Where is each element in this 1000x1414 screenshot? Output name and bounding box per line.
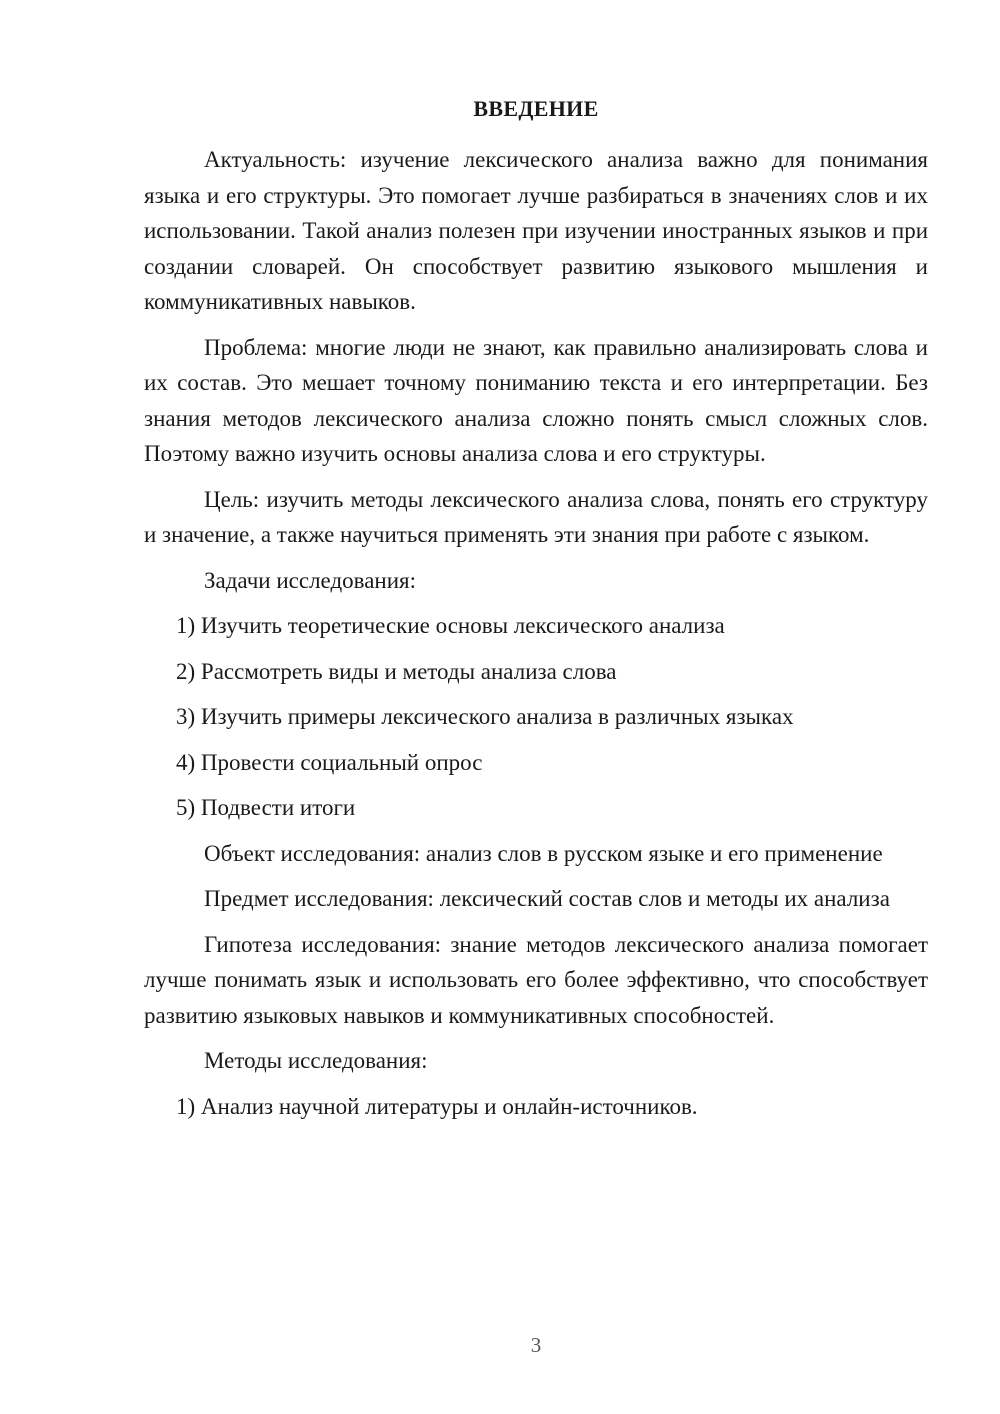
- document-page: [144, 0, 928, 1414]
- list-item: 5) Подвести итоги: [176, 795, 356, 820]
- paragraph-problem: Проблема: многие люди не знают, как правильно анализировать слова и их состав. Это мешает точному пониманию текста и его интерпретации. Без знания методов лексического анализа сложно понять смысл сложных слов. Поэтому важно изучить основы анализа слова и его структуры.: [144, 334, 928, 466]
- list-item: 3) Изучить примеры лексического анализа в различных языках: [176, 704, 794, 729]
- methods-title: Методы исследования:: [204, 1048, 428, 1073]
- list-item: 2) Рассмотреть виды и методы анализа слова: [176, 658, 617, 684]
- page-heading: ВВЕДЕНИЕ: [473, 96, 599, 121]
- page-number: 3: [530, 1333, 542, 1357]
- paragraph-hypothesis: Гипотеза исследования: знание методов лексического анализа помогает лучше понимать язык и использовать его более эффективно, что способствует развитию языковых навыков и коммуникативных способностей.: [144, 931, 928, 1028]
- tasks-list: [144, 608, 928, 826]
- paragraph-goal: Цель: изучить методы лексического анализа слова, понять его структуру и значение, а также научиться применять эти знания при работе с языком.: [144, 486, 928, 547]
- list-item: 1) Анализ научной литературы и онлайн-источников.: [176, 1093, 698, 1119]
- paragraph-subject: Предмет исследования: лексический состав слов и методы их анализа: [204, 886, 890, 911]
- tasks-title: Задачи исследования:: [204, 567, 417, 593]
- paragraph-relevance: Актуальность: изучение лексического анализа важно для понимания языка и его структуры. Это помогает лучше разбираться в значениях слов и их использовании. Такой анализ полезен при изучении иностранных языков и при создании словарей. Он способствует развитию языкового мышления и коммуникативных навыков.: [144, 147, 928, 314]
- list-item: 4) Провести социальный опрос: [176, 749, 483, 775]
- methods-list: [144, 1089, 928, 1125]
- document-body: [144, 142, 928, 1134]
- paragraph-object: Объект исследования: анализ слов в русском языке и его применение: [204, 840, 883, 866]
- list-item: 1) Изучить теоретические основы лексического анализа: [176, 613, 725, 638]
